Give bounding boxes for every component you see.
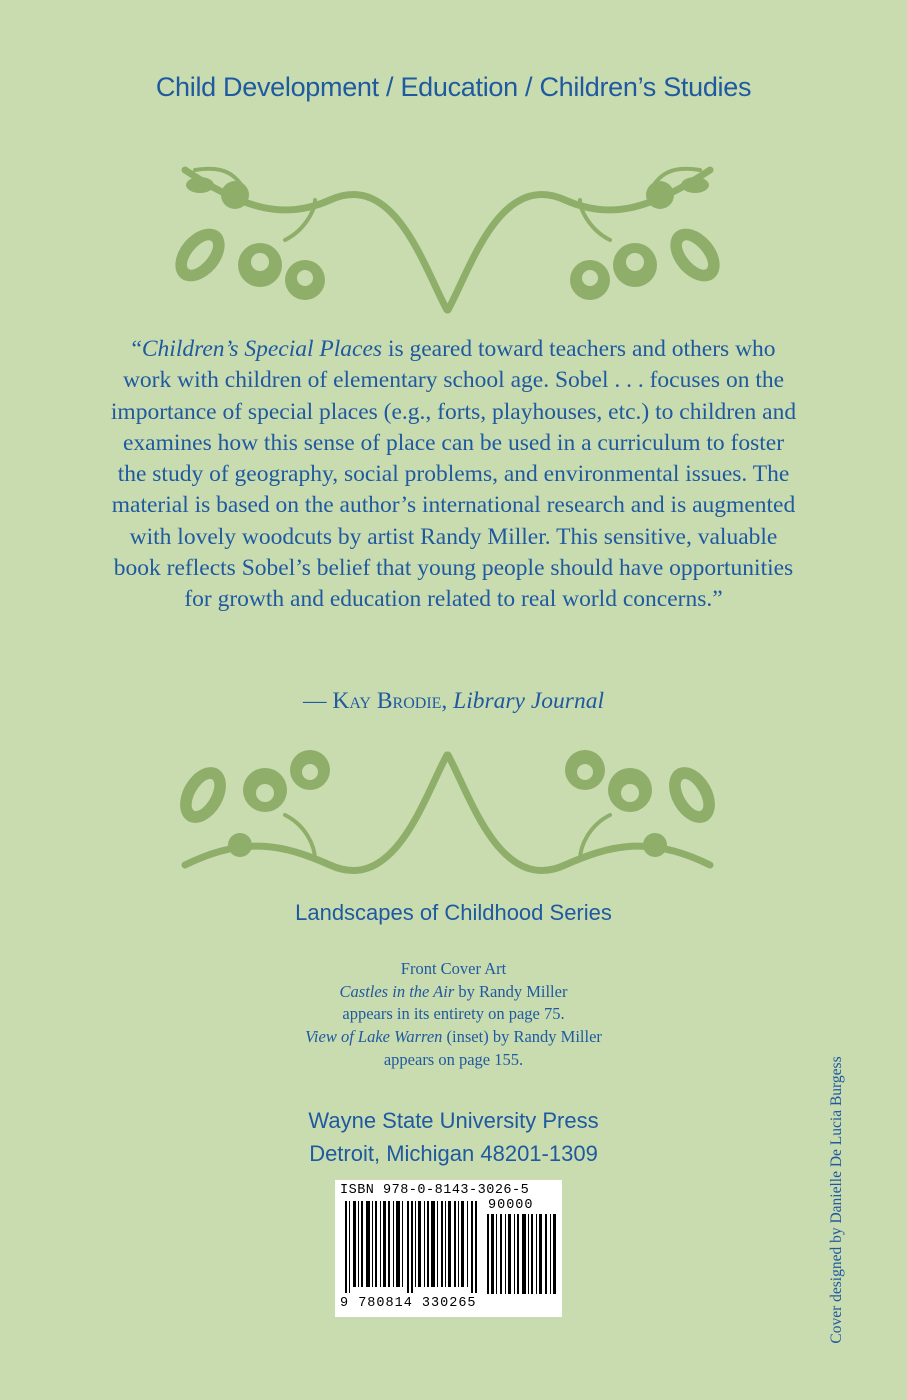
credits-line [200, 981, 707, 1004]
reviewer-name: Kay Brodie [332, 688, 442, 714]
floral-ornament-icon [165, 150, 730, 320]
addon-barcode-icon [487, 1214, 557, 1294]
inset-artist: (inset) by Randy Miller [442, 1027, 602, 1047]
isbn-text: ISBN 978-0-8143-3026-5 [340, 1183, 530, 1198]
ean-number: 9 780814 330265 [340, 1296, 477, 1311]
series-name: Landscapes of Childhood Series [295, 900, 612, 925]
credits-line [200, 1026, 707, 1049]
credits-line: appears on page 155. [383, 1049, 524, 1069]
review-quote [110, 334, 797, 616]
category-heading: Child Development / Education / Children’s Studies [155, 72, 752, 102]
quoted-book-title: Children’s Special Places [141, 336, 383, 362]
attribution-separator: , [441, 688, 454, 714]
inset-title: View of Lake Warren [305, 1027, 443, 1047]
attribution-dash: — [303, 688, 333, 714]
review-source: Library Journal [453, 688, 604, 714]
quote-open-mark: “ [131, 336, 142, 362]
floral-ornament-icon [165, 735, 730, 905]
publisher-address: Detroit, Michigan 48201-1309 [309, 1141, 598, 1166]
designer-credit: Cover designed by Danielle De Lucia Burgess [828, 1056, 845, 1344]
barcode-icon [345, 1201, 481, 1293]
quote-attribution [110, 688, 797, 715]
addon-number: 90000 [488, 1198, 534, 1213]
cover-art-credits [200, 958, 707, 1072]
publisher-block [0, 1104, 907, 1170]
publisher-name: Wayne State University Press [308, 1108, 599, 1133]
art-title: Castles in the Air [339, 981, 455, 1001]
credits-line: Front Cover Art [400, 959, 507, 978]
art-artist: by Randy Miller [454, 981, 568, 1001]
quote-text: is geared toward teachers and others who work with children of elementary school age. Sobel . . . focuses on the importance of special places (e.g., forts, playhouses, etc.) to children and examines how this sense of place can be used in a curriculum to foster the study of geography, social problems, and environmental issues. The material is based on the author’s international research and is augmented with lovely woodcuts by artist Randy Miller. This sensitive, valuable book reflects Sobel’s belief that young people should have opportunities for growth and education related to real world concerns.” [110, 336, 797, 613]
credits-line: appears in its entirety on page 75. [342, 1004, 565, 1024]
